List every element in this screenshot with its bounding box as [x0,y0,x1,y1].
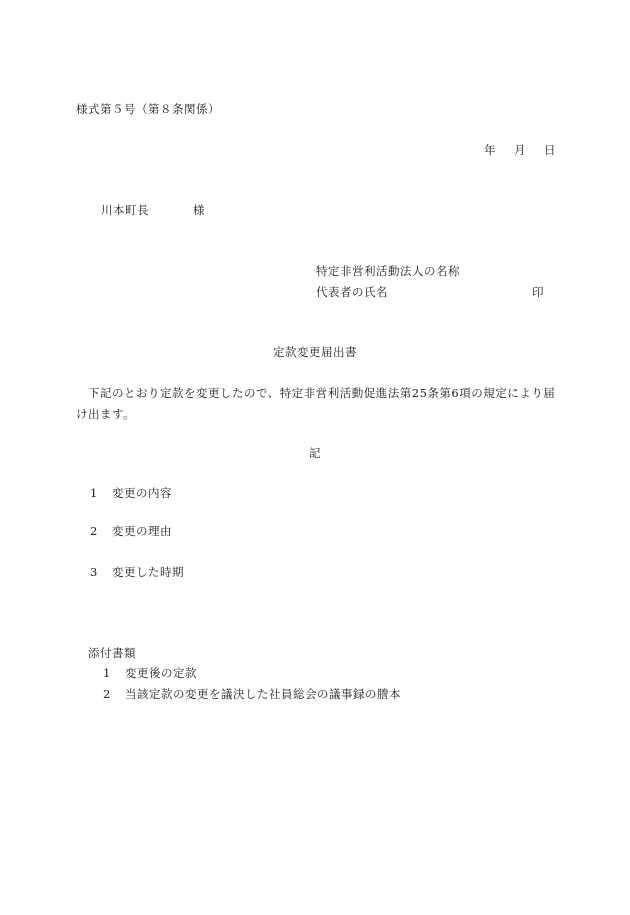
org-name-label: 特定非営利活動法人の名称 [316,264,460,278]
date-day-label: 日 [544,143,556,157]
attachment-item [103,686,401,702]
attachments-heading: 添付書類 [88,646,136,660]
item-number: 2 [90,524,98,538]
item-label: 変更の内容 [112,486,172,500]
addressee-name: 川本町長 [101,203,149,217]
attachment-label: 当該定款の変更を議決した社員総会の議事録の謄本 [125,687,401,701]
item-label: 変更した時期 [112,565,184,579]
item-number: 3 [90,565,98,579]
document-title: 定款変更届出書 [273,345,357,359]
body-text: 下記のとおり定款を変更したので、特定非営利活動促進法第25条第6項の規定により届け出ます。 [76,386,556,421]
list-item [90,523,172,539]
attachment-item [103,665,197,681]
addressee-honorific: 様 [193,203,205,217]
date-month-label: 月 [514,143,526,157]
list-item [90,564,184,580]
date-line [484,142,556,158]
item-label: 変更の理由 [112,524,172,538]
form-number: 様式第５号（第８条関係） [76,102,220,116]
attachment-number: 1 [103,666,111,680]
seal-mark: 印 [532,285,544,299]
addressee [101,202,205,218]
date-year-label: 年 [484,143,496,157]
ki-heading: 記 [309,446,321,460]
attachment-label: 変更後の定款 [125,666,197,680]
list-item [90,485,172,501]
item-number: 1 [90,486,98,500]
rep-name-label: 代表者の氏名 [316,285,388,299]
attachment-number: 2 [103,687,111,701]
